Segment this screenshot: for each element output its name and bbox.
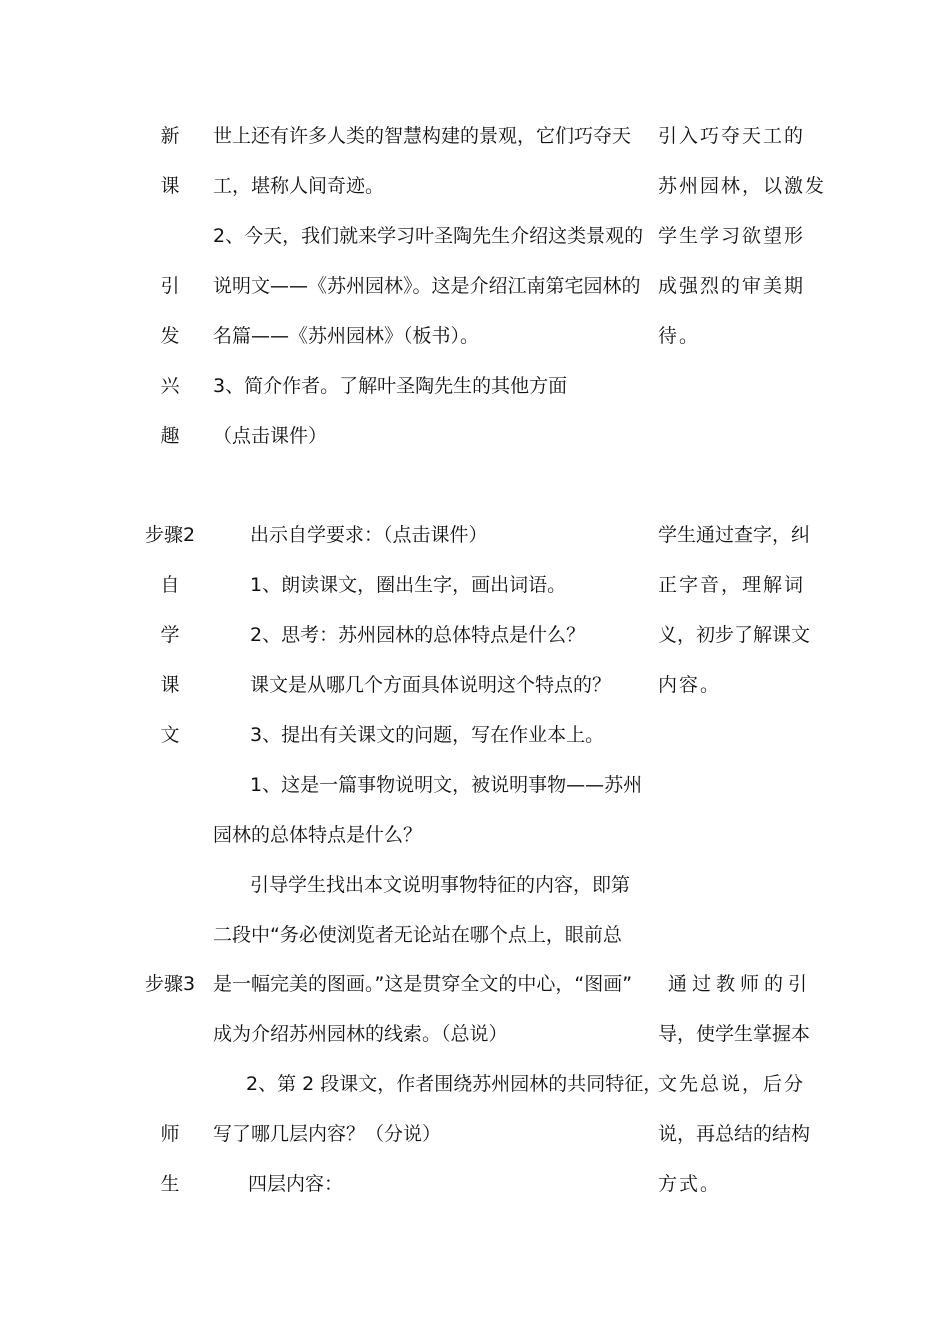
content-line: 工，堪称人间奇迹。 <box>213 175 385 197</box>
content-line: 出示自学要求：（点击课件） <box>250 524 488 546</box>
content-line: 世上还有许多人类的智慧构建的景观，它们巧夺天 <box>213 125 632 147</box>
content-line: 3、简介作者。了解叶圣陶先生的其他方面 <box>213 375 568 397</box>
content-line: 课文是从哪几个方面具体说明这个特点的？ <box>250 674 612 696</box>
step-label-char: 学 <box>160 624 180 646</box>
intent-line: 义，初步了解课文 <box>658 624 811 646</box>
step-label-char: 趣 <box>160 425 180 447</box>
step-label-char: 课 <box>160 175 180 197</box>
step-heading: 步骤2 <box>145 524 196 546</box>
intent-line: 说，再总结的结构 <box>658 1123 811 1145</box>
content-line: 名篇——《苏州园林》（板书）。 <box>213 325 480 347</box>
step-label-char: 兴 <box>160 375 180 397</box>
intent-line: 学生通过查字，纠 <box>658 524 811 546</box>
content-line: 园林的总体特点是什么？ <box>213 824 423 846</box>
content-line: 2、今天，我们就来学习叶圣陶先生介绍这类景观的 <box>213 225 644 247</box>
step-label-char: 师 <box>160 1123 180 1145</box>
content-line: 1、这是一篇事物说明文，被说明事物——苏州 <box>250 774 643 796</box>
intent-line: 成强烈的审美期 <box>658 275 806 297</box>
step-label-char: 引 <box>160 275 180 297</box>
content-line: （点击课件） <box>213 425 328 447</box>
intent-line: 内容。 <box>658 674 722 696</box>
intent-line: 待。 <box>658 325 701 347</box>
content-line: 引导学生找出本文说明事物特征的内容，即第 <box>250 874 631 896</box>
step-label-char: 生 <box>160 1173 180 1195</box>
step-label-char: 新 <box>160 125 180 147</box>
content-line: 四层内容： <box>248 1173 344 1195</box>
content-line: 说明文——《苏州园林》。这是介绍江南第宅园林的 <box>213 275 641 297</box>
intent-line: 通过教师的引 <box>668 973 813 995</box>
step-label-char: 文 <box>160 724 180 746</box>
intent-line: 文先总说，后分 <box>658 1073 806 1095</box>
content-line: 1、朗读课文，圈出生字，画出词语。 <box>250 574 567 596</box>
content-line: 二段中“务必使浏览者无论站在哪个点上，眼前总 <box>213 924 622 946</box>
content-line: 成为介绍苏州园林的线索。（总说） <box>213 1023 508 1045</box>
intent-line: 导，使学生掌握本 <box>658 1023 811 1045</box>
intent-line: 引入巧夺天工的 <box>658 125 806 147</box>
content-line: 是一幅完美的图画。”这是贯穿全文的中心，“图画” <box>213 973 633 995</box>
intent-line: 苏州园林，以激发 <box>658 175 827 197</box>
content-line: 2、第 2 段课文，作者围绕苏州园林的共同特征， <box>246 1073 663 1095</box>
content-line: 3、提出有关课文的问题，写在作业本上。 <box>250 724 605 746</box>
content-line: 写了哪几层内容？（分说） <box>213 1123 442 1145</box>
intent-line: 正字音，理解词 <box>658 574 806 596</box>
step-label-char: 自 <box>160 574 180 596</box>
step-label-char: 发 <box>160 325 180 347</box>
step-heading: 步骤3 <box>145 973 196 995</box>
intent-line: 学生学习欲望形 <box>658 225 806 247</box>
step-label-char: 课 <box>160 674 180 696</box>
content-line: 2、思考：苏州园林的总体特点是什么？ <box>250 624 586 646</box>
intent-line: 方式。 <box>658 1173 722 1195</box>
